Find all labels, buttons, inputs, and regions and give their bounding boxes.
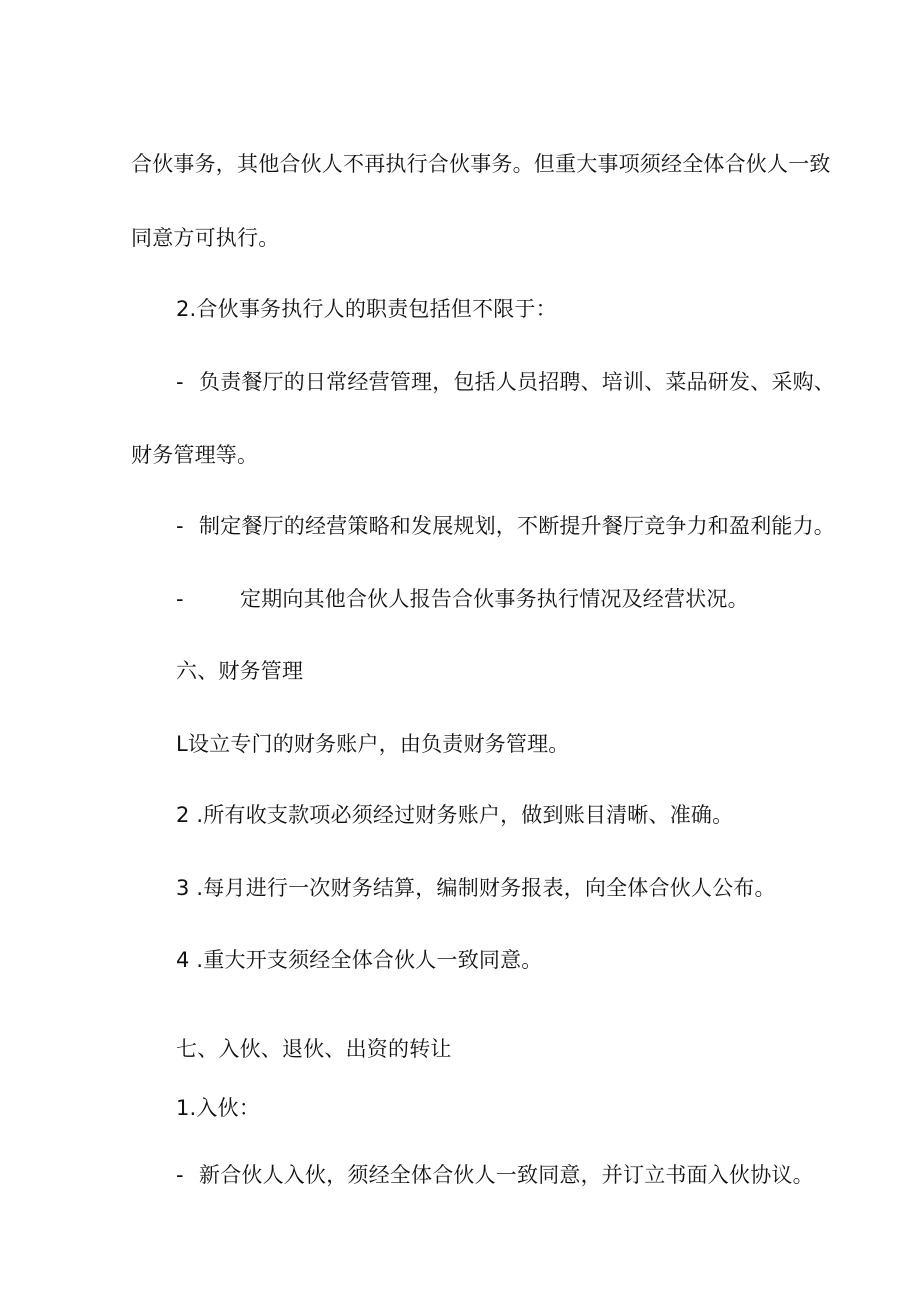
- bullet-dash: -: [176, 514, 184, 538]
- numbered-heading: 2.合伙事务执行人的职责包括但不限于：: [176, 297, 557, 321]
- numbered-item: 3 .每月进行一次财务结算，编制财务报表，向全体合伙人公布。: [176, 876, 776, 900]
- numbered-item: 4 .重大开支须经全体合伙人一致同意。: [176, 948, 543, 972]
- bullet-dash: -: [176, 587, 184, 611]
- numbered-item: 2 .所有收支款项必须经过财务账户，做到账目清晰、准确。: [176, 803, 734, 827]
- bullet-item: 定期向其他合伙人报告合伙事务执行情况及经营状况。: [240, 587, 749, 611]
- paragraph-continuation: 同意方可执行。: [131, 226, 280, 250]
- numbered-heading: 1.入伙：: [176, 1096, 261, 1120]
- paragraph-continuation: 合伙事务，其他合伙人不再执行合伙事务。但重大事项须经全体合伙人一致: [131, 152, 831, 176]
- bullet-item: 负责餐厅的日常经营管理，包括人员招聘、培训、菜品研发、采购、: [199, 370, 835, 394]
- section-heading: 六、财务管理: [176, 659, 304, 683]
- section-heading: 七、入伙、退伙、出资的转让: [176, 1037, 452, 1061]
- numbered-item: L设立专门的财务账户，由负责财务管理。: [176, 732, 570, 756]
- bullet-dash: -: [176, 1163, 184, 1187]
- bullet-dash: -: [176, 370, 184, 394]
- bullet-item: 制定餐厅的经营策略和发展规划，不断提升餐厅竞争力和盈利能力。: [199, 514, 835, 538]
- paragraph-continuation: 财务管理等。: [131, 443, 259, 467]
- bullet-item: 新合伙人入伙，须经全体合伙人一致同意，并订立书面入伙协议。: [199, 1163, 814, 1187]
